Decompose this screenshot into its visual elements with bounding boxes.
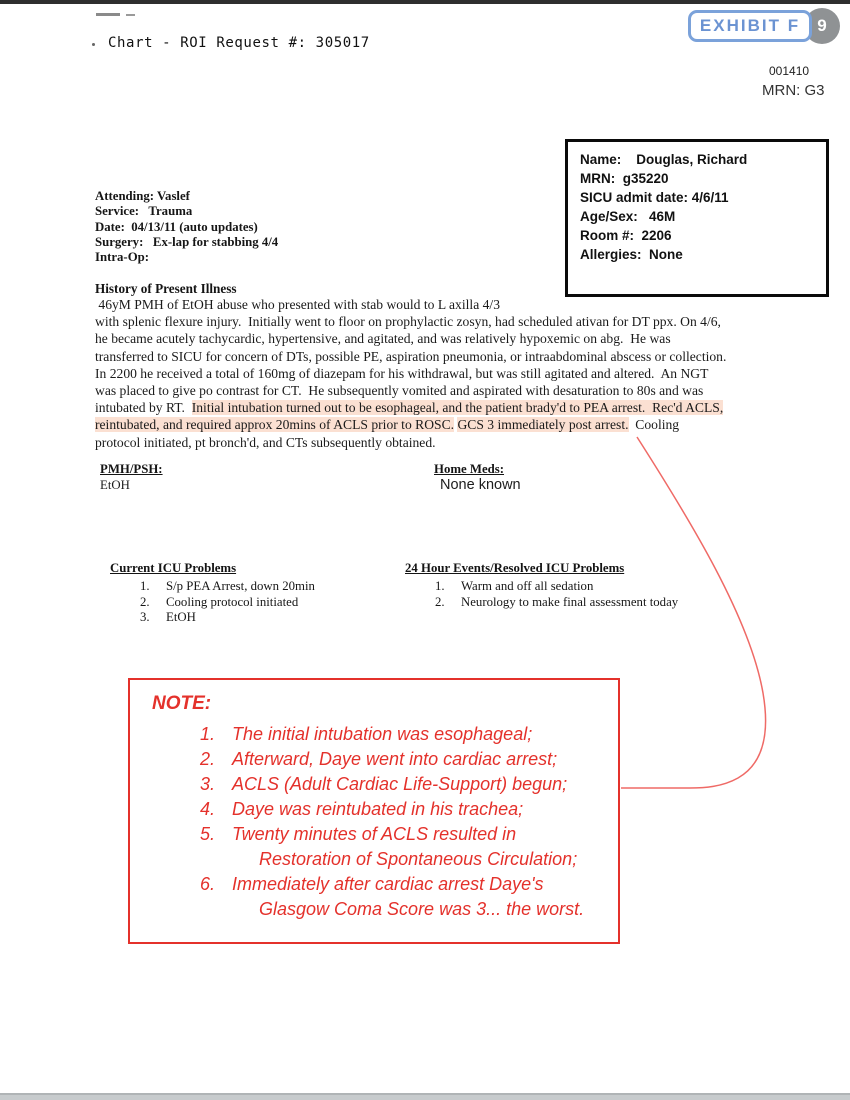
current-icu-problems [110,561,315,626]
note-item-text: Twenty minutes of ACLS resulted in Restoration of Spontaneous Circulation; [232,822,577,872]
list-item-text: Warm and off all sedation [461,579,594,593]
home-meds-heading: Home Meds: [434,462,505,476]
body-text: was placed to give po contrast for CT. He subsequently vomited and aspirated with desaturation to 80s and was [95,383,704,399]
encounter-header-line: Intra-Op: [95,250,150,265]
hpi-line [95,313,830,330]
body-text: protocol initiated, pt bronch'd, and CTs subsequently obtained. [95,434,436,450]
note-item-text: ACLS (Adult Cardiac Life-Support) begun; [232,774,568,794]
icu-problem-item [110,579,315,595]
hpi-line [95,348,830,365]
current-icu-problems-heading: Current ICU Problems [110,561,237,575]
24h-event-item [405,579,678,595]
hpi-heading: History of Present Illness [95,281,237,296]
list-item-number: 1. [140,579,150,593]
list-item-text: Neurology to make final assessment today [461,594,679,609]
list-item-text: EtOH [166,610,196,625]
page-title: Chart - ROI Request #: 305017 [108,35,370,51]
list-item-number: 2. [140,594,150,609]
bates-number: 001410 [769,64,810,78]
note-item [200,872,610,922]
exhibit-page-badge: 9 [804,8,840,44]
icu-problem-item [110,595,315,611]
note-item-text: Daye was reintubated in his trachea; [232,799,524,819]
note-item-text: The initial intubation was esophageal; [232,724,533,744]
patient-info-line: Allergies: None [580,247,683,262]
scan-bottom-edge [0,1093,850,1100]
note-item-number: 4. [200,799,216,819]
note-item [200,722,610,747]
note-item-continuation: Restoration of Spontaneous Circulation; [259,849,578,869]
home-meds-value: None known [440,477,521,493]
highlighted-text: GCS 3 immediately post arrest. [457,417,629,433]
note-item-number: 3. [200,774,216,794]
patient-info-line: SICU admit date: 4/6/11 [580,190,729,205]
body-text: intubated by RT. [95,400,192,416]
body-text: Cooling [628,417,680,433]
24h-event-item [405,595,678,611]
24h-events-section [405,561,678,610]
hpi-line [95,399,830,416]
note-item-number: 1. [200,724,216,744]
list-item-text: Cooling protocol initiated [166,594,299,609]
note-item-text: Immediately after cardiac arrest Daye's Glasgow Coma Score was 3... the worst. [232,872,584,922]
hpi-line [95,296,830,313]
hpi-line [95,434,830,451]
note-item-continuation: Glasgow Coma Score was 3... the worst. [259,899,585,919]
note-item [200,772,610,797]
scan-artifact-dot [92,43,95,46]
hpi-line [95,416,830,433]
patient-info-line: MRN: g35220 [580,171,669,186]
highlighted-text: reintubated, and required approx 20mins of ACLS prior to ROSC. [95,417,455,433]
patient-info-line: Name: Douglas, Richard [580,152,748,167]
highlighted-text: Initial intubation turned out to be esophageal, and the patient brady'd to PEA arrest. Rec'd ACLS, [191,400,724,416]
patient-info-line: Room #: 2206 [580,228,672,243]
note-heading: NOTE: [152,693,212,714]
scan-artifact-dash [126,14,135,16]
patient-info-box [565,139,829,297]
body-text: transferred to SICU for concern of DTs, possible PE, aspiration pneumonia, or intraabdominal abscess or collection. [95,348,727,364]
list-item-number: 2. [435,594,445,609]
note-item [200,822,610,872]
body-text: with splenic flexure injury. Initially went to floor on prophylactic zosyn, had scheduled ativan for DT ppx. On 4/6, [95,314,721,330]
note-item-text: Afterward, Daye went into cardiac arrest; [232,749,558,769]
note-item-number: 6. [200,874,216,894]
list-item-number: 3. [140,610,150,625]
scan-artifact-dash [96,13,120,16]
note-item-number: 2. [200,749,216,769]
encounter-header-line: Surgery: Ex-lap for stabbing 4/4 [95,234,279,249]
exhibit-stamp: EXHIBIT F [688,10,812,42]
mrn-partial-text: MRN: G3 [762,82,825,99]
body-text: In 2200 he received a total of 160mg of diazepam for his withdrawal, but was still agitated and altered. An NGT [95,365,709,381]
pmh-heading: PMH/PSH: [100,462,163,476]
hpi-line [95,382,830,399]
note-annotation-box [128,678,620,944]
body-text: 46yM PMH of EtOH abuse who presented with stab would to L axilla 4/3 [95,297,500,312]
note-item [200,797,610,822]
icu-problem-item [110,610,315,626]
patient-info-line: Age/Sex: 46M [580,209,676,224]
body-text: he became acutely tachycardic, hypertensive, and agitated, and was relatively hypoxemic on abg. He was [95,331,671,347]
24h-events-heading: 24 Hour Events/Resolved ICU Problems [405,561,625,575]
hpi-paragraph [95,296,830,451]
hpi-line [95,365,830,382]
encounter-header-line: Service: Trauma [95,204,193,219]
scan-top-edge [0,0,850,4]
note-item-number: 5. [200,824,216,844]
encounter-header-block [95,189,278,265]
list-item-text: S/p PEA Arrest, down 20min [166,579,315,593]
note-list [200,722,610,922]
pmh-value: EtOH [100,478,130,492]
note-item [200,747,610,772]
encounter-header-line: Date: 04/13/11 (auto updates) [95,219,258,234]
encounter-header-line: Attending: Vaslef [95,189,190,203]
list-item-number: 1. [435,579,445,593]
hpi-line [95,330,830,347]
